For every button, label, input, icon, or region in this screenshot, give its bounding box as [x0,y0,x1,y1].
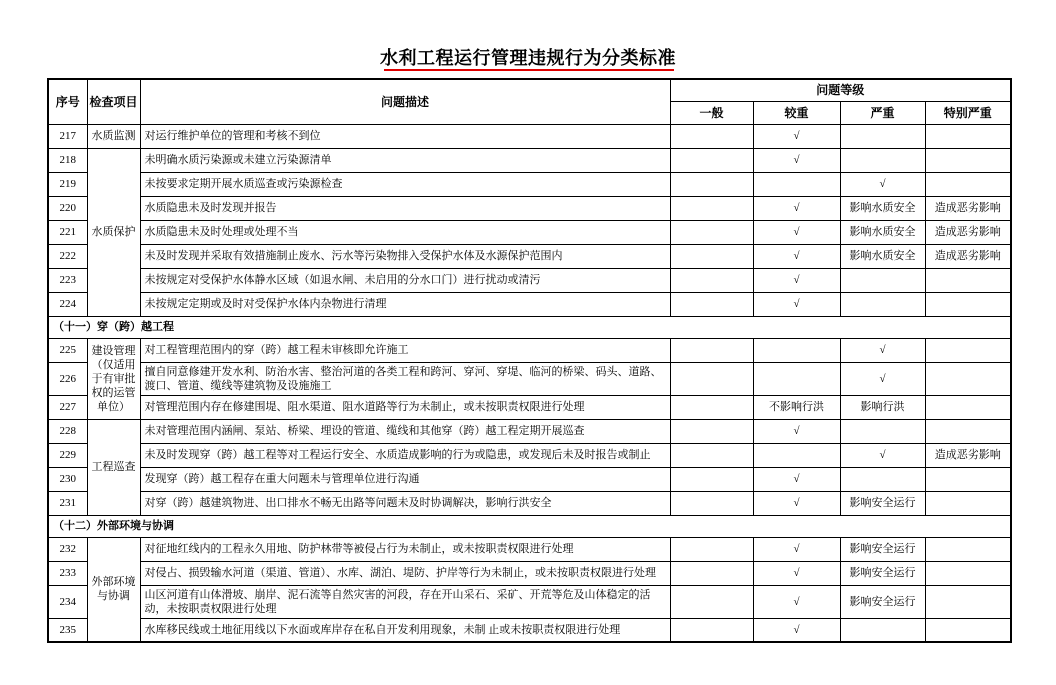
level-cell-severe: √ [840,172,925,196]
seq-cell: 233 [48,561,87,585]
level-cell-general [670,268,753,292]
level-cell-severe: 影响安全运行 [840,491,925,515]
level-cell-severe [840,148,925,172]
level-cell-moderate [753,443,840,467]
description-cell: 擅自同意修建开发水利、防治水害、整治河道的各类工程和跨河、穿河、穿堤、临河的桥梁、码头、道路、渡口、管道、缆线等建筑物及设施施工 [140,362,670,395]
header-level-general: 一般 [670,101,753,124]
description-cell: 未对管理范围内涵闸、泵站、桥梁、埋设的管道、缆线和其他穿（跨）越工程定期开展巡查 [140,419,670,443]
description-cell: 未按规定对受保护水体静水区域（如退水闸、未启用的分水口门）进行扰动或清污 [140,268,670,292]
level-cell-general [670,338,753,362]
seq-cell: 223 [48,268,87,292]
table-row [48,172,1011,196]
description-cell: 对运行维护单位的管理和考核不到位 [140,124,670,148]
seq-cell: 221 [48,220,87,244]
section-row [48,316,1011,338]
table-body [48,124,1011,642]
seq-cell: 235 [48,618,87,642]
level-cell-moderate: √ [753,537,840,561]
level-cell-moderate: √ [753,585,840,618]
description-cell: 对穿（跨）越建筑物进、出口排水不畅无出路等问题未及时协调解决，影响行洪安全 [140,491,670,515]
level-cell-general [670,362,753,395]
description-cell: 未明确水质污染源或未建立污染源清单 [140,148,670,172]
level-cell-moderate: √ [753,244,840,268]
level-cell-extreme: 造成恶劣影响 [925,196,1011,220]
level-cell-severe [840,124,925,148]
level-cell-severe: √ [840,362,925,395]
seq-cell: 229 [48,443,87,467]
level-cell-general [670,220,753,244]
description-cell: 水质隐患未及时处理或处理不当 [140,220,670,244]
level-cell-moderate: 不影响行洪 [753,395,840,419]
table-row [48,561,1011,585]
table-row [48,585,1011,618]
seq-cell: 222 [48,244,87,268]
level-cell-extreme: 造成恶劣影响 [925,220,1011,244]
level-cell-extreme [925,585,1011,618]
section-row [48,515,1011,537]
header-category: 检查项目 [87,79,140,124]
level-cell-severe: 影响水质安全 [840,244,925,268]
seq-cell: 225 [48,338,87,362]
description-cell: 水质隐患未及时发现并报告 [140,196,670,220]
level-cell-general [670,395,753,419]
violation-classification-table [47,78,1012,643]
table-row [48,537,1011,561]
level-cell-extreme [925,292,1011,316]
level-cell-moderate [753,172,840,196]
description-cell: 发现穿（跨）越工程存在重大问题未与管理单位进行沟通 [140,467,670,491]
table-row [48,292,1011,316]
level-cell-severe [840,419,925,443]
level-cell-extreme [925,362,1011,395]
page-title: 水利工程运行管理违规行为分类标准 [380,48,676,68]
level-cell-moderate: √ [753,618,840,642]
level-cell-general [670,292,753,316]
level-cell-general [670,244,753,268]
table-row [48,618,1011,642]
level-cell-severe: 影响安全运行 [840,537,925,561]
level-cell-extreme [925,419,1011,443]
description-cell: 对管理范围内存在修建围堤、阻水渠道、阻水道路等行为未制止，或未按职责权限进行处理 [140,395,670,419]
table-row [48,244,1011,268]
level-cell-moderate: √ [753,124,840,148]
level-cell-extreme [925,124,1011,148]
description-cell: 对征地红线内的工程永久用地、防护林带等被侵占行为未制止，或未按职责权限进行处理 [140,537,670,561]
level-cell-moderate [753,338,840,362]
level-cell-general [670,148,753,172]
section-label: （十一）穿（跨）越工程 [48,316,1011,338]
level-cell-severe: √ [840,338,925,362]
table-row [48,268,1011,292]
level-cell-moderate: √ [753,268,840,292]
level-cell-extreme [925,491,1011,515]
description-cell: 对侵占、损毁输水河道（渠道、管道）、水库、湖泊、堤防、护岸等行为未制止，或未按职责权限进行处理 [140,561,670,585]
level-cell-general [670,443,753,467]
description-cell: 未按规定定期或及时对受保护水体内杂物进行清理 [140,292,670,316]
seq-cell: 230 [48,467,87,491]
description-cell: 对工程管理范围内的穿（跨）越工程未审核即允许施工 [140,338,670,362]
seq-cell: 224 [48,292,87,316]
level-cell-severe [840,467,925,491]
level-cell-moderate: √ [753,148,840,172]
level-cell-severe: 影响行洪 [840,395,925,419]
level-cell-extreme [925,268,1011,292]
table-row [48,395,1011,419]
level-cell-general [670,467,753,491]
section-label: （十二）外部环境与协调 [48,515,1011,537]
header-level-moderate: 较重 [753,101,840,124]
header-description: 问题描述 [140,79,670,124]
seq-cell: 232 [48,537,87,561]
seq-cell: 217 [48,124,87,148]
category-cell: 水质监测 [87,124,140,148]
level-cell-severe: 影响安全运行 [840,561,925,585]
seq-cell: 234 [48,585,87,618]
level-cell-general [670,172,753,196]
level-cell-moderate: √ [753,467,840,491]
level-cell-extreme [925,338,1011,362]
level-cell-general [670,419,753,443]
description-cell: 山区河道有山体滑坡、崩岸、泥石流等自然灾害的河段，存在开山采石、采矿、开荒等危及山体稳定的活动，未按职责权限进行处理 [140,585,670,618]
header-level-group: 问题等级 [670,79,1011,101]
table-row [48,148,1011,172]
level-cell-extreme: 造成恶劣影响 [925,443,1011,467]
level-cell-extreme [925,395,1011,419]
level-cell-severe [840,618,925,642]
level-cell-general [670,124,753,148]
level-cell-extreme [925,467,1011,491]
description-cell: 未及时发现并采取有效措施制止废水、污水等污染物排入受保护水体及水源保护范围内 [140,244,670,268]
level-cell-moderate: √ [753,220,840,244]
header-level-extreme: 特别严重 [925,101,1011,124]
level-cell-extreme [925,618,1011,642]
table-row [48,443,1011,467]
level-cell-severe: 影响安全运行 [840,585,925,618]
category-cell: 水质保护 [87,148,140,316]
category-cell: 外部环境与协调 [87,537,140,642]
level-cell-extreme [925,172,1011,196]
level-cell-moderate: √ [753,491,840,515]
level-cell-extreme [925,561,1011,585]
level-cell-moderate: √ [753,561,840,585]
level-cell-extreme [925,537,1011,561]
category-cell: 建设管理（仅适用于有审批权的运管单位） [87,338,140,419]
level-cell-general [670,585,753,618]
description-cell: 水库移民线或土地征用线以下水面或库岸存在私自开发利用现象，未制 止或未按职责权限进行处理 [140,618,670,642]
description-cell: 未按要求定期开展水质巡查或污染源检查 [140,172,670,196]
table-row [48,491,1011,515]
level-cell-extreme: 造成恶劣影响 [925,244,1011,268]
header-seq: 序号 [48,79,87,124]
level-cell-general [670,561,753,585]
header-level-severe: 严重 [840,101,925,124]
level-cell-general [670,196,753,220]
level-cell-moderate: √ [753,419,840,443]
level-cell-general [670,537,753,561]
table-row [48,196,1011,220]
seq-cell: 226 [48,362,87,395]
table-row [48,362,1011,395]
table-row [48,338,1011,362]
level-cell-severe [840,292,925,316]
table-row [48,467,1011,491]
table-row [48,220,1011,244]
description-cell: 未及时发现穿（跨）越工程等对工程运行安全、水质造成影响的行为或隐患，或发现后未及时报告或制止 [140,443,670,467]
seq-cell: 227 [48,395,87,419]
category-cell: 工程巡查 [87,419,140,515]
level-cell-moderate [753,362,840,395]
level-cell-severe: 影响水质安全 [840,196,925,220]
level-cell-general [670,491,753,515]
seq-cell: 231 [48,491,87,515]
level-cell-moderate: √ [753,196,840,220]
level-cell-extreme [925,148,1011,172]
title-underline [384,69,674,71]
level-cell-severe [840,268,925,292]
table-row [48,124,1011,148]
level-cell-moderate: √ [753,292,840,316]
header-row-top [48,79,1011,101]
seq-cell: 220 [48,196,87,220]
seq-cell: 228 [48,419,87,443]
level-cell-severe: 影响水质安全 [840,220,925,244]
level-cell-severe: √ [840,443,925,467]
seq-cell: 218 [48,148,87,172]
table-row [48,419,1011,443]
seq-cell: 219 [48,172,87,196]
level-cell-general [670,618,753,642]
